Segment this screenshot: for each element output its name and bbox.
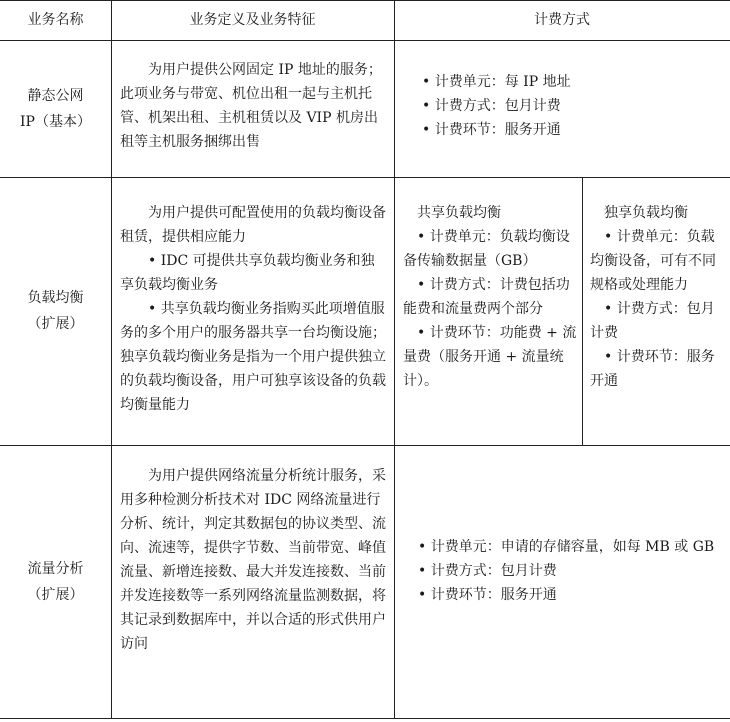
row1-definition-text: 为用户提供公网固定 IP 地址的服务；此项业务与带宽、机位出租一起与主机托管、机架出租、主机租赁以及 VIP 机房出租等主机服务捆绑出售 — [120, 62, 382, 150]
row3-billing-item: • 计费单元：申请的存储容量，如每 MB 或 GB — [418, 539, 715, 555]
row1-definition — [120, 58, 388, 154]
row1-billing-item: • 计费单元：每 IP 地址 — [422, 70, 722, 94]
row3-definition-text: 为用户提供网络流量分析统计服务，采用多种检测分析技术对 IDC 网络流量进行分析、统计，判定其数据包的协议类型、流向、流速等，提供字节数、当前带宽、峰值流量、新增连接数、最大并发连接数、当前并发连接数等一系列网络流量监测数据，将其记录到数据库中，并以合适的形式供用户访问 — [120, 468, 386, 652]
row1-billing-item: • 计费方式：包月计费 — [422, 94, 722, 118]
header-billing: 计费方式 — [534, 12, 590, 28]
rule-bottom — [0, 718, 730, 719]
row2-definition — [120, 201, 388, 417]
row3-billing-item: • 计费环节：服务开通 — [418, 587, 557, 603]
dedicated-billing-item: • 计费环节：服务开通 — [590, 349, 715, 389]
header-definition: 业务定义及业务特征 — [189, 12, 316, 28]
row1-name-line1: 静态公网 — [27, 87, 84, 104]
row2-name — [0, 177, 111, 445]
dedicated-billing-item: • 计费方式：包月计费 — [590, 301, 715, 341]
row2-name-line1: 负载均衡 — [27, 290, 84, 306]
row3-billing — [404, 535, 722, 607]
row3-name-line1: 流量分析 — [27, 560, 84, 577]
row3-name — [0, 445, 111, 718]
shared-billing-item: • 计费单元：负载均衡设备传输数据量（GB） — [403, 229, 570, 269]
row1-name — [0, 40, 111, 177]
row2-definition-intro: 为用户提供可配置使用的负载均衡设备租赁，提供相应能力 — [120, 205, 386, 245]
row1-name-line2: IP（基本） — [20, 113, 91, 130]
row2-definition-bullet: • 共享负载均衡业务指购买此项增值服务的多个用户的服务器共享一台均衡设施；独享负载均衡业务是指为一个用户提供独立的负载均衡设备，用户可独享该设备的负载均衡量能力 — [120, 301, 386, 413]
row1-billing — [422, 70, 722, 142]
row2-dedicated-billing — [590, 201, 722, 393]
row2-name-line2: （扩展） — [27, 316, 84, 332]
shared-title: 共享负载均衡 — [417, 205, 501, 221]
row1-billing-item: • 计费环节：服务开通 — [422, 118, 722, 142]
header-business-name: 业务名称 — [27, 12, 84, 28]
row2-definition-bullet: • IDC 可提供共享负载均衡业务和独享负载均衡业务 — [120, 253, 375, 293]
row3-billing-item: • 计费方式：包月计费 — [418, 563, 557, 579]
shared-billing-item: • 计费方式：计费包括功能费和流量费两个部分 — [403, 277, 570, 317]
row3-definition — [120, 464, 388, 656]
rule-subcol — [582, 177, 583, 445]
rule-col2 — [394, 0, 395, 719]
row2-shared-billing — [403, 201, 577, 393]
row3-name-line2: （扩展） — [27, 586, 84, 603]
shared-billing-item: • 计费环节：功能费 + 流量费（服务开通 + 流量统计）。 — [403, 325, 577, 389]
dedicated-billing-item: • 计费单元：负载均衡设备，可有不同规格或处理能力 — [590, 229, 716, 293]
rule-col1 — [111, 0, 112, 719]
dedicated-title: 独享负载均衡 — [604, 205, 688, 221]
